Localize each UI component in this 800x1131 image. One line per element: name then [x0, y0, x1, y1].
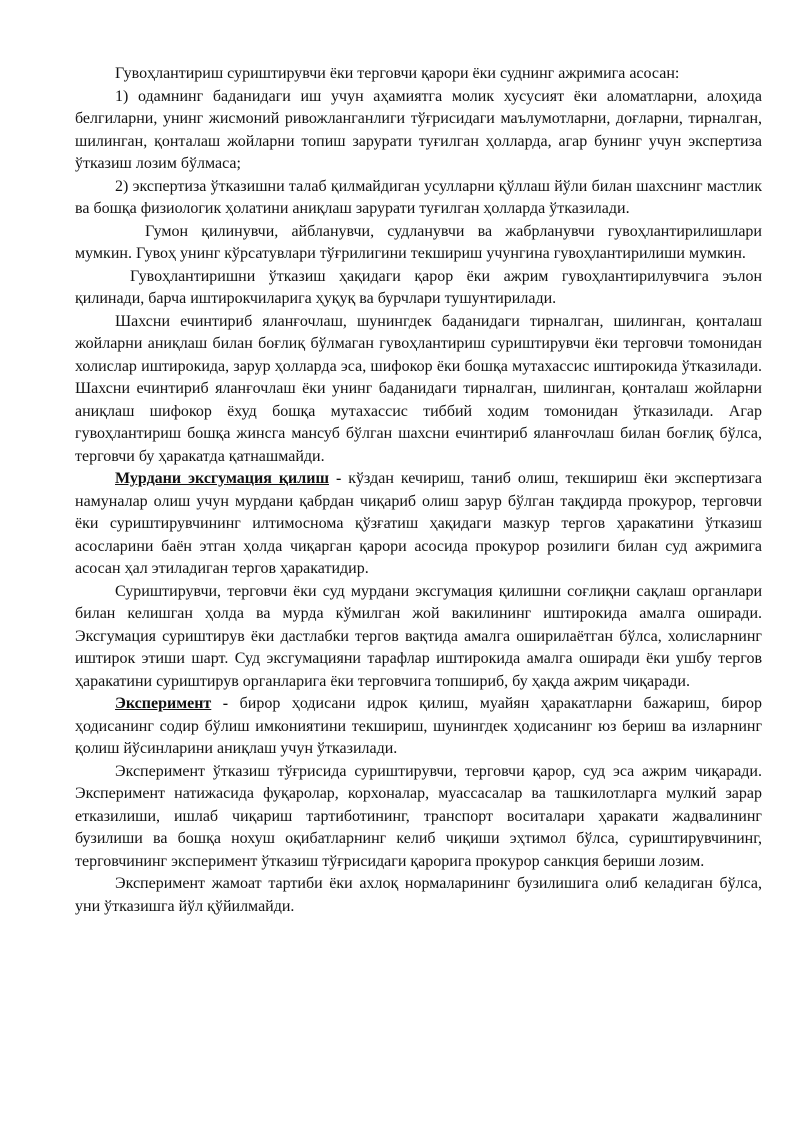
- term-experiment: Эксперимент: [115, 695, 212, 712]
- paragraph-experiment: [75, 693, 762, 761]
- definition-exhumation: кўздан кечириш, таниб олиш, текшириш ёки экспертизага намуналар олиш учун мурдани қабрдан чиқариб олиш зарур бўлган тақдирда прокурор, терговчи ёки суриштирувчининг илтимосномa қўзғатиш ҳақидаги мазкур тергов ҳаракатини ўтказиш асосларини баён этган ҳолда чиқарган қарори асосида прокурор розилиги билан суд ажримига асосан ҳал этиладиган тергов ҳаракатидир.: [75, 470, 763, 577]
- definition-experiment: бирор ҳодисани идрок қилиш, муайян ҳаракатларни бажариш, бирор ҳодисанинг содир бўлиш имкониятини текшириш, шунингдек ҳодисанинг юз бериш ва изларнинг қолиш йўсинларини аниқлаш учун ўтказилади.: [75, 695, 763, 757]
- paragraph-intro: Гувоҳлантириш суриштирувчи ёки терговчи қарори ёки суднинг ажримига асосан:: [115, 65, 680, 82]
- paragraph-item-2: 2) экспертиза ўтказишни талаб қилмайдиган усулларни қўллаш йўли билан шахснинг мастлик ва бошқа физиологик ҳолатини аниқлаш зарурати туғилган ҳолларда ўтказилади.: [75, 177, 762, 217]
- document-page: [75, 63, 762, 918]
- paragraph-item-1: 1) одамнинг баданидаги иш учун аҳамиятга молик хусусият ёки аломатларни, алоҳида белгиларни, унинг жисмоний ривожланганлиги тўғрисидаги маълумотларни, доғларни, тирналган, шилинган, қонталаш жойларни топиш зарурати туғилган ҳолларда, агар бунинг учун экспертиза ўтказиш лозим бўлмаса;: [75, 87, 762, 172]
- term-dash: -: [328, 470, 349, 487]
- paragraph-announcement: Гувоҳлантиришни ўтказиш ҳақидаги қарор ёки ажрим гувоҳлантирилувчига эълон қилинади, барча иштирокчиларига ҳуқуқ ва бурчлари тушунтирилади.: [75, 267, 762, 307]
- paragraph-exhumation-procedure: Суриштирувчи, терговчи ёки суд мурдани эксгумация қилишни соғлиқни сақлаш органлари билан келишган ҳолда ва мурда кўмилган жой вакилининг иштирокида амалга оширади. Эксгумация суриштирув ёки дастлабки тергов вақтида амалга оширилаётган бўлса, холисларнинг иштирок этиши шарт. Суд эксгумацияни тарафлар иштирокида амалга оширади ёки ушбу тергов ҳаракатини суриштирув органларига ёки терговчига топшириб, бу ҳақда ажрим чиқаради.: [75, 582, 762, 690]
- paragraph-experiment-decision: Эксперимент ўтказиш тўғрисида суриштирувчи, терговчи қарор, суд эса ажрим чиқаради. Эксперимент натижасида фуқаролар, корхоналар, муассасалар ва ташкилотларга мулкий зарар етказилиши, ишлаб чиқариш тартиботининг, транспорт воситалари ҳаракати жадвалининг бузилиши ва бошқа нохуш оқибатларнинг келиб чиқиши эҳтимол бўлса, суриштирувчининг, терговчининг эксперимент ўтказиш тўғрисидаги қарорига прокурор санкция бериши лозим.: [75, 762, 762, 870]
- term-dash: -: [211, 695, 240, 712]
- paragraph-exhumation: [75, 468, 762, 581]
- paragraph-experiment-restriction: Эксперимент жамоат тартиби ёки ахлоқ нормаларининг бузилишига олиб келадиган бўлса, уни ўтказишга йўл қўйилмайди.: [75, 875, 762, 915]
- paragraph-suspects: Гумон қилинувчи, айбланувчи, судланувчи ва жабрланувчи гувоҳлантирилишлари мумкин. Гувоҳ унинг кўрсатувлари тўғрилигини текшириш учунгина гувоҳлантирилиши мумкин.: [75, 222, 762, 262]
- paragraph-undressing: Шахсни ечинтириб яланғочлаш, шунингдек баданидаги тирналган, шилинган, қонталаш жойларни аниқлаш билан боғлиқ бўлмаган гувоҳлантириш суриштирувчи ёки терговчи томонидан холислар иштирокида, зарур ҳолларда эса, шифокор ёки бошқа мутахассис иштирокида ўтказилади. Шахсни ечинтириб яланғочлаш ёки унинг баданидаги тирналган, шилинган, қонталаш жойларни аниқлаш шифокор ёхуд бошқа мутахассис тиббий ходим томонидан ўтказилади. Агар гувоҳлантириш бошқа жинсга мансуб бўлган шахсни ечинтириб яланғочлаш билан боғлиқ бўлса, терговчи бу ҳаракатда қатнашмайди.: [75, 312, 762, 465]
- term-exhumation: Мурдани эксгумация қилиш: [115, 470, 329, 487]
